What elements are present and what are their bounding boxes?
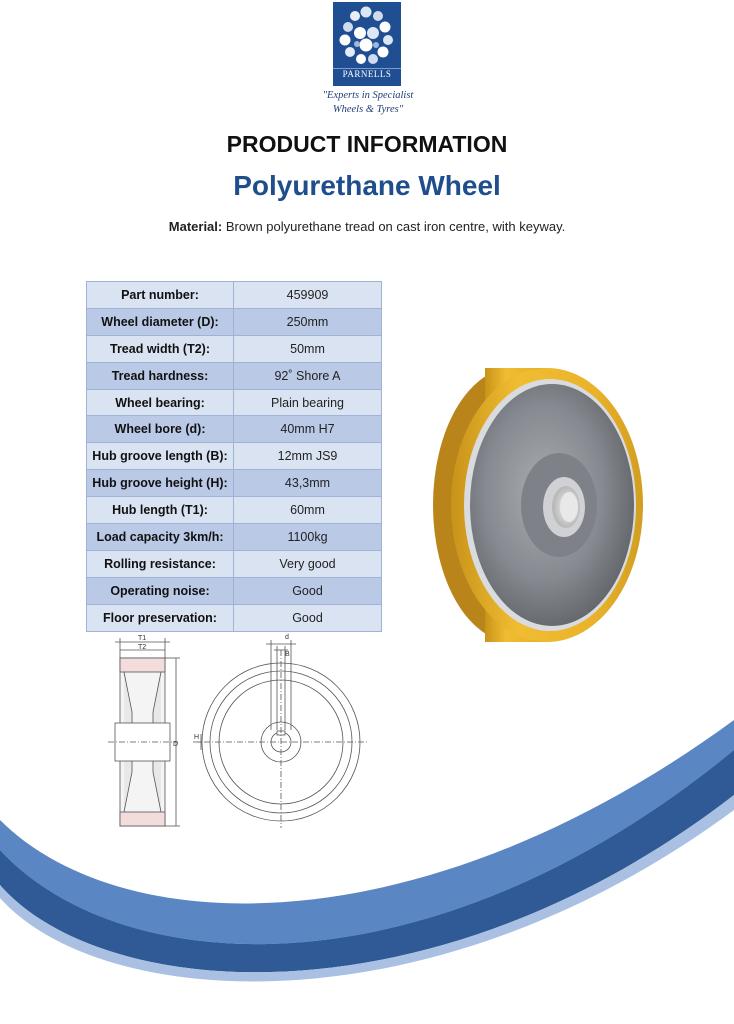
spec-row (87, 443, 382, 470)
spec-row (87, 282, 382, 309)
tagline-line-1: "Experts in Specialist (322, 90, 414, 101)
material-line (0, 219, 734, 234)
spec-label: Part number: (87, 282, 234, 309)
spec-value: Very good (234, 550, 382, 577)
label-bore-d: d (285, 634, 289, 641)
spec-row (87, 470, 382, 497)
spec-value: Good (234, 604, 382, 631)
spec-table (86, 281, 382, 632)
spec-label: Tread width (T2): (87, 335, 234, 362)
logo-tagline (300, 89, 436, 117)
spec-label: Hub groove length (B): (87, 443, 234, 470)
spec-label: Wheel bore (d): (87, 416, 234, 443)
section-tread-top (120, 658, 165, 672)
spec-row (87, 577, 382, 604)
spec-label: Floor preservation: (87, 604, 234, 631)
logo-emblem (333, 2, 401, 86)
company-logo (333, 2, 401, 86)
spec-row (87, 389, 382, 416)
spec-label: Load capacity 3km/h: (87, 524, 234, 551)
material-text: Brown polyurethane tread on cast iron centre, with keyway. (222, 219, 566, 234)
spec-label: Tread hardness: (87, 362, 234, 389)
spec-value: 43,3mm (234, 470, 382, 497)
spec-row (87, 497, 382, 524)
wheel-product-image (425, 355, 645, 650)
product-title: Polyurethane Wheel (233, 170, 501, 201)
label-h: H (194, 734, 200, 741)
spec-value: Good (234, 577, 382, 604)
spec-value: 60mm (234, 497, 382, 524)
label-b: B (285, 651, 290, 658)
spec-label: Wheel diameter (D): (87, 308, 234, 335)
spec-label: Hub groove height (H): (87, 470, 234, 497)
label-d-diameter: D (173, 741, 179, 748)
spec-row (87, 416, 382, 443)
bore-inner (560, 492, 578, 522)
spec-row (87, 308, 382, 335)
spec-value: 92˚ Shore A (234, 362, 382, 389)
spec-value: 250mm (234, 308, 382, 335)
page-heading: PRODUCT INFORMATION (226, 131, 508, 157)
spec-value: 50mm (234, 335, 382, 362)
label-t1: T1 (138, 635, 147, 642)
spec-value: 459909 (234, 282, 382, 309)
decorative-swoosh (0, 700, 734, 1024)
logo-name: PARNELLS (342, 69, 392, 79)
tagline-line-2: Wheels & Tyres" (332, 104, 404, 115)
material-label: Material: (168, 219, 223, 234)
spec-value: Plain bearing (234, 389, 382, 416)
spec-row (87, 604, 382, 631)
spec-label: Rolling resistance: (87, 550, 234, 577)
spec-value: 1100kg (234, 524, 382, 551)
logo-wheel-icon (333, 2, 401, 68)
spec-row (87, 524, 382, 551)
spec-row (87, 362, 382, 389)
spec-row (87, 335, 382, 362)
spec-row (87, 550, 382, 577)
spec-label: Hub length (T1): (87, 497, 234, 524)
spec-label: Operating noise: (87, 577, 234, 604)
spec-value: 12mm JS9 (234, 443, 382, 470)
label-t2: T2 (138, 644, 147, 651)
spec-value: 40mm H7 (234, 416, 382, 443)
spec-label: Wheel bearing: (87, 389, 234, 416)
